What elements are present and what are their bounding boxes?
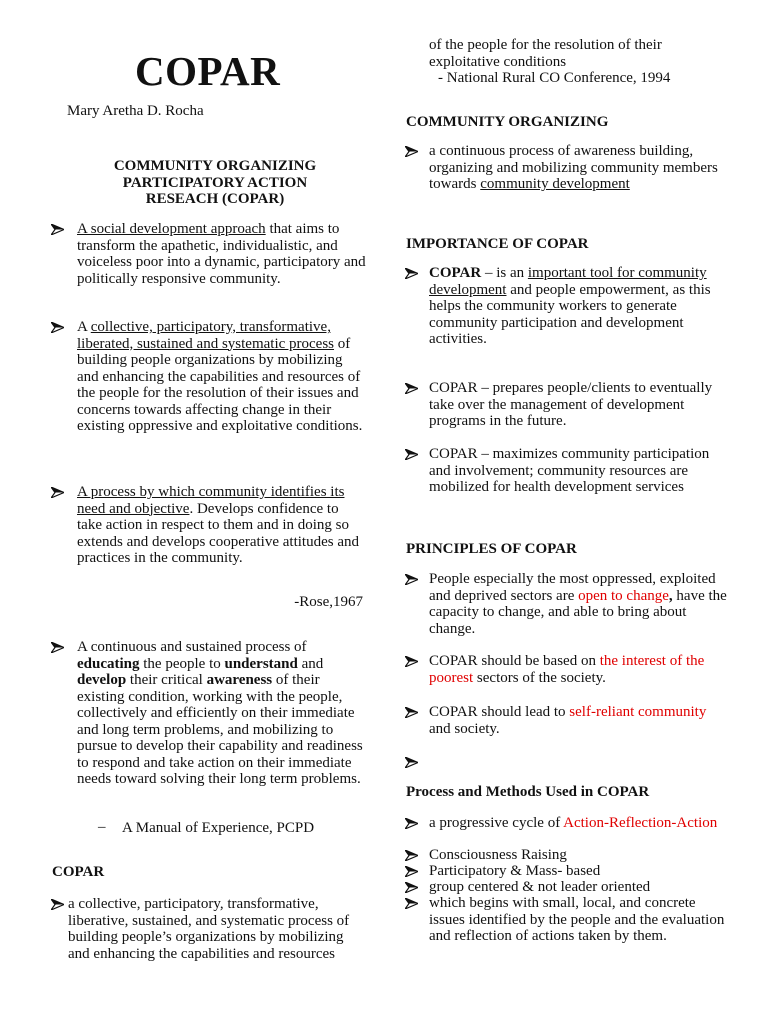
arrow-bullet-icon [405, 757, 418, 768]
citation: A Manual of Experience, PCPD [122, 820, 315, 836]
list-item [77, 484, 367, 567]
list-item [429, 265, 729, 348]
item-text: sectors of the society. [473, 669, 606, 686]
item-text: that aims to transform the apathetic, individualistic, and voiceless poor into a dynamic, participatory and politically responsive community. [77, 221, 366, 287]
arrow-bullet-icon [405, 882, 418, 893]
underlined-phrase: A social development approach [77, 221, 266, 237]
list-item: group centered & not leader oriented [429, 879, 651, 895]
item-text: – is an [481, 265, 528, 281]
item-text: A continuous and sustained process of [77, 639, 307, 655]
arrow-bullet-icon [405, 818, 418, 829]
heading-line: COMMUNITY ORGANIZING [113, 158, 317, 174]
arrow-bullet-icon [405, 449, 418, 460]
item-text: COPAR should lead to [429, 704, 570, 720]
underlined-phrase: important tool for community development [429, 265, 707, 298]
item-text: . Develops confidence to take action in respect to them and in doing so extends and develops cooperative attitudes and practices in the community. [77, 500, 359, 566]
item-text: their critical [126, 672, 207, 688]
arrow-bullet-icon [405, 268, 418, 279]
highlighted-phrase: open to change [578, 587, 669, 604]
highlighted-phrase: Action-Reflection-Action [563, 815, 718, 831]
list-item: COPAR – prepares people/clients to eventually take over the management of development programs in the future. [429, 380, 713, 429]
bold-word: COPAR [429, 265, 482, 281]
list-item: Consciousness Raising [429, 847, 567, 863]
dash-marker: – [98, 819, 106, 835]
arrow-bullet-icon [405, 656, 418, 667]
item-text: of building people organizations by mobilizing and enhancing the capabilities and resources of the people for the resolution of their issues and concerns towards affecting change in their existing oppressive and exploitative conditions. [77, 335, 363, 434]
list-item: COPAR – maximizes community participation and involvement; community resources are mobilized for health development services [429, 446, 710, 495]
item-text: People especially the most oppressed, exploited and deprived sectors are [429, 571, 716, 604]
arrow-bullet-icon [405, 146, 418, 157]
list-item: which begins with small, local, and concrete issues identified by the people and the evaluation and reflection of actions taken by them. [429, 895, 725, 944]
arrow-bullet-icon [405, 850, 418, 861]
item-text: a continuous process of awareness building, organizing and mobilizing community members towards [429, 143, 718, 192]
item-text: of their existing condition, working with the people, collectively and efficiently on their immediate and long term problems, and mobilizing to pursue to develop their capability and readiness to respond and take action on their immediate needs toward solving their long term problems. [77, 672, 363, 787]
arrow-bullet-icon [51, 899, 64, 910]
document-title: COPAR [135, 48, 281, 94]
bold-word: understand [224, 655, 298, 672]
list-item [77, 221, 367, 287]
list-item: Participatory & Mass- based [429, 863, 601, 879]
citation: -Rose,1967 [294, 594, 363, 610]
item-text: and people empowerment, as this helps the community workers to generate community participation and development activities. [429, 281, 711, 347]
arrow-bullet-icon [51, 487, 64, 498]
item-text: A [77, 319, 91, 335]
list-item [429, 704, 729, 737]
bold-word: educating [77, 655, 140, 672]
list-item [429, 143, 729, 193]
arrow-bullet-icon [51, 642, 64, 653]
section-heading-importance: IMPORTANCE OF COPAR [406, 236, 589, 252]
section-heading-process-methods: Process and Methods Used in COPAR [406, 784, 650, 800]
underlined-phrase: community development [480, 176, 630, 192]
item-text: and society. [429, 720, 500, 737]
arrow-bullet-icon [405, 574, 418, 585]
list-item [429, 815, 729, 832]
highlighted-phrase: self-reliant community [569, 704, 707, 720]
section-heading-community-organizing: COMMUNITY ORGANIZING [406, 114, 609, 130]
list-item: a collective, participatory, transformative, liberative, sustained, and systematic process of building people’s organizations by mobilizing and enhancing the capabilities and resources [68, 896, 350, 962]
list-item [77, 319, 367, 435]
arrow-bullet-icon [51, 224, 64, 235]
heading-line: PARTICIPATORY ACTION [122, 174, 308, 191]
list-item [77, 639, 367, 788]
citation: - National Rural CO Conference, 1994 [438, 70, 671, 86]
item-text: a progressive cycle of [429, 815, 564, 831]
item-text: the people to [139, 655, 225, 672]
arrow-bullet-icon [405, 898, 418, 909]
continued-text [429, 37, 739, 70]
list-item [429, 571, 729, 637]
arrow-bullet-icon [405, 383, 418, 394]
item-text: have the capacity to change, and able to bring about change. [429, 587, 727, 637]
section-heading-principles: PRINCIPLES OF COPAR [406, 541, 577, 557]
item-text: , [668, 587, 673, 604]
underlined-phrase: collective, participatory, transformative, liberated, sustained and systematic process [77, 319, 335, 352]
item-text: COPAR should be based on [429, 653, 600, 669]
highlighted-phrase: the interest of the poorest [429, 653, 705, 686]
text-line: of the people for the resolution of their [429, 37, 662, 53]
text-line: exploitative conditions [429, 53, 567, 70]
bold-word: awareness [206, 672, 273, 688]
arrow-bullet-icon [405, 707, 418, 718]
arrow-bullet-icon [51, 322, 64, 333]
section-heading-copar-full [60, 158, 370, 208]
bold-word: develop [77, 672, 127, 688]
heading-line: RESEACH (COPAR) [145, 191, 285, 207]
section-heading-copar: COPAR [52, 864, 105, 880]
arrow-bullet-icon [405, 866, 418, 877]
author-name: Mary Aretha D. Rocha [67, 103, 204, 119]
item-text: and [297, 655, 324, 672]
list-item [429, 653, 729, 686]
underlined-phrase: A process by which community identifies its need and objective [77, 484, 345, 517]
